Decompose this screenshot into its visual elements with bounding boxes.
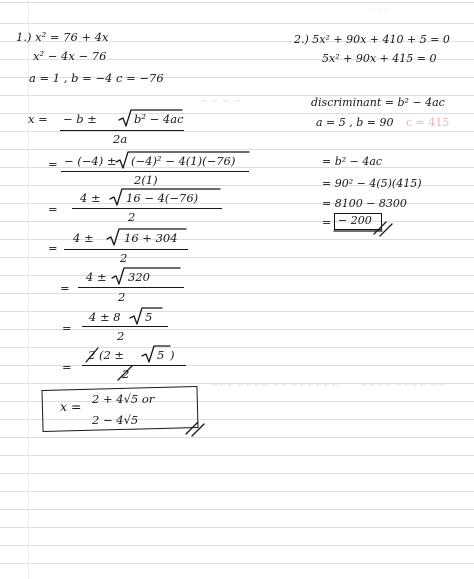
- bleed-through-text: ~~~ ~~~~ ~~ ~~~~~~: [210, 380, 339, 391]
- step3-denominator: 2: [120, 251, 128, 265]
- bleed-through-text: · · ·: [372, 4, 388, 15]
- problem1-header: 1.) x² = 76 + 4x: [16, 30, 109, 44]
- step6-equals: =: [62, 360, 72, 374]
- answer-lhs: x =: [60, 399, 82, 414]
- formula-denominator: 2a: [113, 132, 128, 146]
- step2-sqrt-sign: [110, 189, 220, 205]
- problem1-coefficients: a = 1 , b = −4 c = −76: [29, 71, 164, 85]
- step3-numerator-prefix: 4 ±: [73, 231, 94, 245]
- step4-numerator-prefix: 4 ±: [86, 270, 107, 284]
- step4-equals: =: [60, 281, 70, 295]
- step4-radicand: 320: [128, 270, 150, 284]
- problem2-simplified: 5x² + 90x + 415 = 0: [322, 52, 437, 65]
- step5-numerator-prefix: 4 ± 8: [89, 310, 121, 324]
- step4-sqrt-sign: [112, 268, 180, 284]
- step2-denominator: 2: [128, 210, 136, 224]
- problem2-equals: =: [322, 216, 332, 229]
- problem2-coefficients: a = 5 , b = 90: [316, 116, 394, 129]
- problem2-header: 2.) 5x² + 90x + 410 + 5 = 0: [294, 33, 450, 46]
- formula-numerator-prefix: − b ±: [63, 112, 97, 126]
- step2-equals: =: [48, 202, 58, 216]
- step2-numerator-prefix: 4 ±: [80, 191, 101, 205]
- answer-line1: 2 + 4√5 or: [92, 392, 155, 406]
- step3-radicand: 16 + 304: [124, 231, 178, 245]
- step6-numerator-prefix: 2 (2 ±: [88, 348, 125, 362]
- formula-radicand: b² − 4ac: [134, 112, 184, 126]
- problem2-hatch-marks: [374, 222, 392, 236]
- discriminant-formula: discriminant = b² − 4ac: [311, 96, 445, 109]
- problem2-answer: − 200: [338, 214, 372, 227]
- step6-radicand: 5: [157, 348, 165, 362]
- answer-hatch-marks: [186, 422, 204, 436]
- cancel-mark-denominator: [118, 366, 132, 380]
- step5-radicand: 5: [145, 310, 153, 324]
- step1-equals: =: [48, 157, 58, 171]
- step5-denominator: 2: [117, 329, 125, 343]
- step1-radicand: (−4)² − 4(1)(−76): [131, 154, 236, 168]
- step3-sqrt-sign: [107, 229, 186, 245]
- problem2-coefficient-c: c = 415: [406, 116, 450, 129]
- problem1-rearranged: x² − 4x − 76: [33, 49, 107, 63]
- answer-line2: 2 − 4√5: [92, 413, 139, 427]
- bleed-through-text: ~ ~ ~ ~: [200, 96, 241, 107]
- formula-lhs: x =: [28, 112, 48, 126]
- problem2-step2: = 90² − 4(5)(415): [322, 177, 422, 190]
- cancel-mark-numerator: [86, 348, 98, 362]
- bleed-through-text: ~~~~ ~~~~ ~~: [360, 380, 446, 391]
- problem2-step3: = 8100 − 8300: [322, 197, 407, 210]
- step3-equals: =: [48, 241, 58, 255]
- problem2-step1: = b² − 4ac: [322, 155, 383, 168]
- step5-sqrt-sign: [130, 308, 162, 324]
- step2-radicand: 16 − 4(−76): [126, 191, 199, 205]
- step1-numerator-prefix: − (−4) ±: [64, 154, 117, 168]
- step1-denominator: 2(1): [134, 173, 158, 187]
- step5-equals: =: [62, 321, 72, 335]
- step1-sqrt-sign: [116, 152, 249, 168]
- formula-sqrt-sign: [119, 110, 182, 126]
- step6-numerator-suffix: ): [170, 348, 175, 362]
- step4-denominator: 2: [118, 290, 126, 304]
- step6-sqrt-sign: [142, 346, 170, 362]
- step6-denominator: 2: [122, 367, 130, 381]
